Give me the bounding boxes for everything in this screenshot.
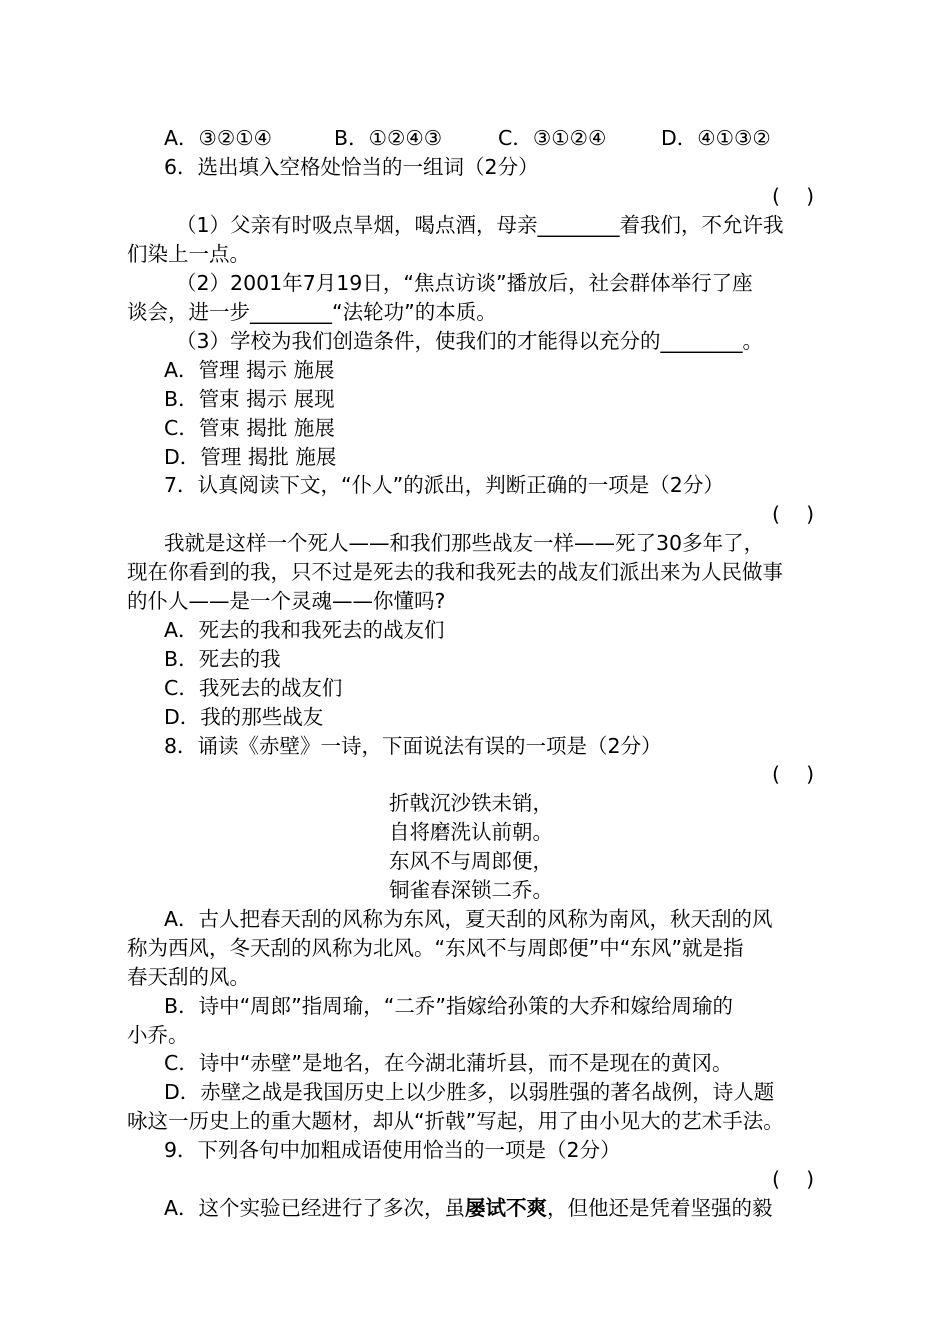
q7-option-c: C．我死去的战友们 xyxy=(164,676,343,700)
q8-option-a-line-1: A．古人把春天刮的风称为东风，夏天刮的风称为南风，秋天刮的风 xyxy=(164,907,773,931)
q7-option-a: A．死去的我和我死去的战友们 xyxy=(164,618,445,642)
q6-sentence-2-cont: 谈会，进一步________“法轮功”的本质。 xyxy=(127,300,497,324)
q5-option-c: C．③①②④ xyxy=(498,126,607,150)
q7-passage-line-1: 我就是这样一个死人——和我们那些战友一样——死了30多年了， xyxy=(164,531,765,555)
q9-option-a-suffix: ，但他还是凭着坚强的毅 xyxy=(547,1196,773,1220)
q8-option-a-line-2: 称为西风，冬天刮的风称为北风。“东风不与周郎便”中“东风”就是指 xyxy=(127,936,744,960)
q7-option-b: B．死去的我 xyxy=(164,647,281,671)
q5-options xyxy=(164,124,874,153)
q6-answer-paren: ( ) xyxy=(772,184,815,208)
q7-stem: 7．认真阅读下文，“仆人”的派出，判断正确的一项是（2分） xyxy=(164,473,724,497)
q9-option-a-bold-idiom: 屡试不爽 xyxy=(465,1196,548,1220)
q8-option-a-line-3: 春天刮的风。 xyxy=(127,965,250,989)
q8-poem-line-4: 铜雀春深锁二乔。 xyxy=(389,878,553,902)
q7-option-d: D．我的那些战友 xyxy=(164,705,324,729)
q9-answer-paren: ( ) xyxy=(772,1167,815,1191)
q5-option-d: D．④①③② xyxy=(661,126,771,150)
q9-option-a-prefix: A．这个实验已经进行了多次，虽 xyxy=(164,1196,466,1220)
q6-sentence-2: （2）2001年7月19日，“焦点访谈”播放后，社会群体举行了座 xyxy=(176,271,753,295)
q8-poem-line-1: 折戟沉沙铁未销， xyxy=(389,791,553,815)
q5-option-a: A．③②①④ xyxy=(164,126,273,150)
q6-sentence-1-cont: 们染上一点。 xyxy=(127,242,250,266)
q7-passage-line-3: 的仆人——是一个灵魂——你懂吗? xyxy=(127,589,446,613)
q8-poem-line-2: 自将磨洗认前朝。 xyxy=(389,820,553,844)
q6-stem: 6．选出填入空格处恰当的一组词（2分） xyxy=(164,155,539,179)
q6-option-a: A．管理 揭示 施展 xyxy=(164,358,335,382)
q8-option-d-line-2: 咏这一历史上的重大题材，却从“折戟”写起，用了由小见大的艺术手法。 xyxy=(127,1109,784,1133)
q6-option-b: B．管束 揭示 展现 xyxy=(164,387,335,411)
q8-option-c: C．诗中“赤壁”是地名，在今湖北蒲圻县，而不是现在的黄冈。 xyxy=(164,1051,733,1075)
q8-poem-line-3: 东风不与周郎便， xyxy=(389,849,553,873)
q8-stem: 8．诵读《赤壁》一诗，下面说法有误的一项是（2分） xyxy=(164,734,662,758)
q9-option-a xyxy=(164,1194,874,1223)
q6-option-d: D．管理 揭批 施展 xyxy=(164,445,337,469)
q7-passage-line-2: 现在你看到的我，只不过是死去的我和我死去的战友们派出来为人民做事 xyxy=(127,560,783,584)
q5-option-b: B．①②④③ xyxy=(334,126,443,150)
q8-option-b-line-2: 小乔。 xyxy=(127,1023,189,1047)
q8-option-b-line-1: B．诗中“周郎”指周瑜，“二乔”指嫁给孙策的大乔和嫁给周瑜的 xyxy=(164,994,734,1018)
q6-sentence-3: （3）学校为我们创造条件，使我们的才能得以充分的________。 xyxy=(176,329,764,353)
q6-option-c: C．管束 揭批 施展 xyxy=(164,416,335,440)
q8-answer-paren: ( ) xyxy=(772,762,815,786)
q9-stem: 9．下列各句中加粗成语使用恰当的一项是（2分） xyxy=(164,1138,621,1162)
q7-answer-paren: ( ) xyxy=(772,502,815,526)
q6-sentence-1: （1）父亲有时吸点旱烟，喝点酒，母亲________着我们，不允许我 xyxy=(176,213,784,237)
q8-option-d-line-1: D．赤壁之战是我国历史上以少胜多，以弱胜强的著名战例，诗人题 xyxy=(164,1080,775,1104)
